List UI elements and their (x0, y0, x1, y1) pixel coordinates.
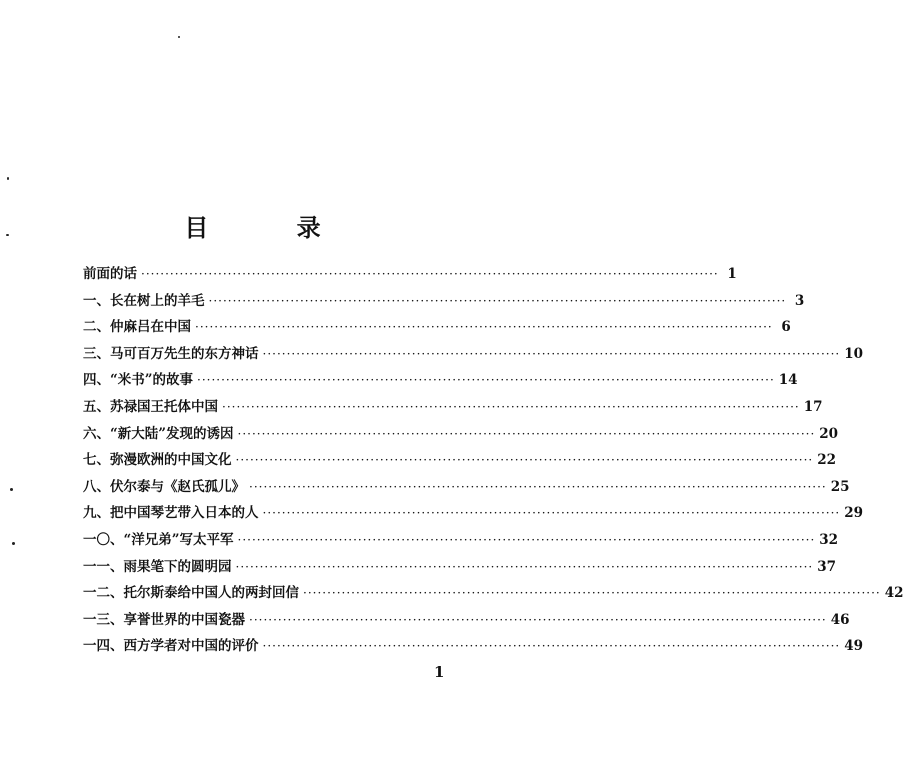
toc-entry-page: 49 (844, 638, 864, 655)
scan-speck (12, 542, 15, 545)
toc-dot-leader: ························································································································ (303, 586, 881, 601)
toc-dot-leader: ························································································································ (262, 639, 841, 654)
toc-dot-leader: ························································································································ (222, 399, 800, 414)
toc-dot-leader: ························································································································ (262, 346, 841, 361)
toc-entry (83, 341, 864, 368)
toc-entry-page: 17 (803, 398, 823, 415)
toc-entry-title: 五、苏禄国王托体中国 (83, 398, 218, 415)
toc-entry-title: 二、仲麻吕在中国 (83, 319, 191, 336)
scan-speck (7, 177, 9, 180)
toc-entry (83, 261, 737, 288)
toc-dot-leader: ························································································································ (141, 267, 719, 281)
toc-dot-leader: ························································································································ (208, 293, 787, 308)
toc-entry-page: 1 (727, 266, 737, 282)
toc-entry (83, 421, 839, 448)
page-title: 目 录 (184, 213, 361, 243)
toc-entry-page: 37 (817, 558, 837, 575)
toc-entry-page: 22 (817, 452, 837, 469)
toc-entry (83, 474, 850, 501)
table-of-contents (83, 261, 904, 660)
toc-entry-title: 一、长在树上的羊毛 (83, 292, 205, 309)
toc-entry (83, 447, 837, 474)
toc-entry-page: 25 (830, 478, 850, 495)
toc-entry (83, 367, 798, 394)
toc-entry-page: 46 (830, 611, 850, 628)
toc-entry (83, 500, 864, 527)
toc-entry (83, 554, 837, 581)
toc-dot-leader: ························································································································ (249, 612, 827, 627)
toc-entry-page: 20 (819, 425, 839, 442)
toc-entry (83, 394, 823, 421)
toc-entry-title: 一〇、“洋兄弟”写太平军 (83, 531, 234, 548)
toc-dot-leader: ························································································································ (235, 453, 814, 468)
toc-entry-page: 29 (844, 505, 864, 522)
toc-entry-page: 10 (844, 345, 864, 362)
toc-dot-leader: ························································································································ (195, 320, 773, 335)
toc-entry-page: 6 (781, 319, 791, 336)
toc-entry-title: 一三、享誉世界的中国瓷器 (83, 611, 245, 628)
toc-entry-title: 一二、托尔斯泰给中国人的两封回信 (83, 585, 299, 602)
toc-entry-title: 九、把中国琴艺带入日本的人 (83, 505, 259, 522)
scan-speck (178, 36, 180, 38)
scan-speck (10, 488, 13, 491)
toc-entry-title: 四、“米书”的故事 (83, 372, 194, 389)
toc-entry (83, 580, 904, 607)
toc-entry-title: 七、弥漫欧洲的中国文化 (83, 452, 232, 469)
toc-dot-leader: ························································································································ (237, 532, 816, 547)
toc-entry-title: 一四、西方学者对中国的评价 (83, 638, 259, 655)
page-number: 1 (434, 663, 445, 681)
toc-entry-page: 3 (794, 292, 805, 309)
toc-dot-leader: ························································································································ (249, 479, 827, 494)
toc-dot-leader: ························································································································ (262, 506, 841, 521)
toc-entry (83, 288, 805, 315)
toc-entry (83, 314, 791, 341)
toc-entry-title: 三、马可百万先生的东方神话 (83, 345, 259, 362)
toc-entry-title: 前面的话 (83, 266, 137, 282)
toc-dot-leader: ························································································································ (235, 559, 814, 574)
toc-dot-leader: ························································································································ (197, 373, 775, 388)
toc-entry (83, 633, 864, 660)
toc-dot-leader: ························································································································ (237, 426, 816, 441)
toc-entry-page: 32 (819, 531, 839, 548)
toc-entry-title: 一一、雨果笔下的圆明园 (83, 558, 232, 575)
toc-entry (83, 607, 850, 634)
toc-entry-title: 八、伏尔泰与《赵氏孤儿》 (83, 478, 245, 495)
toc-entry-page: 14 (778, 372, 798, 389)
toc-entry-title: 六、“新大陆”发现的诱因 (83, 425, 234, 442)
toc-entry (83, 527, 839, 554)
toc-entry-page: 42 (884, 585, 904, 602)
